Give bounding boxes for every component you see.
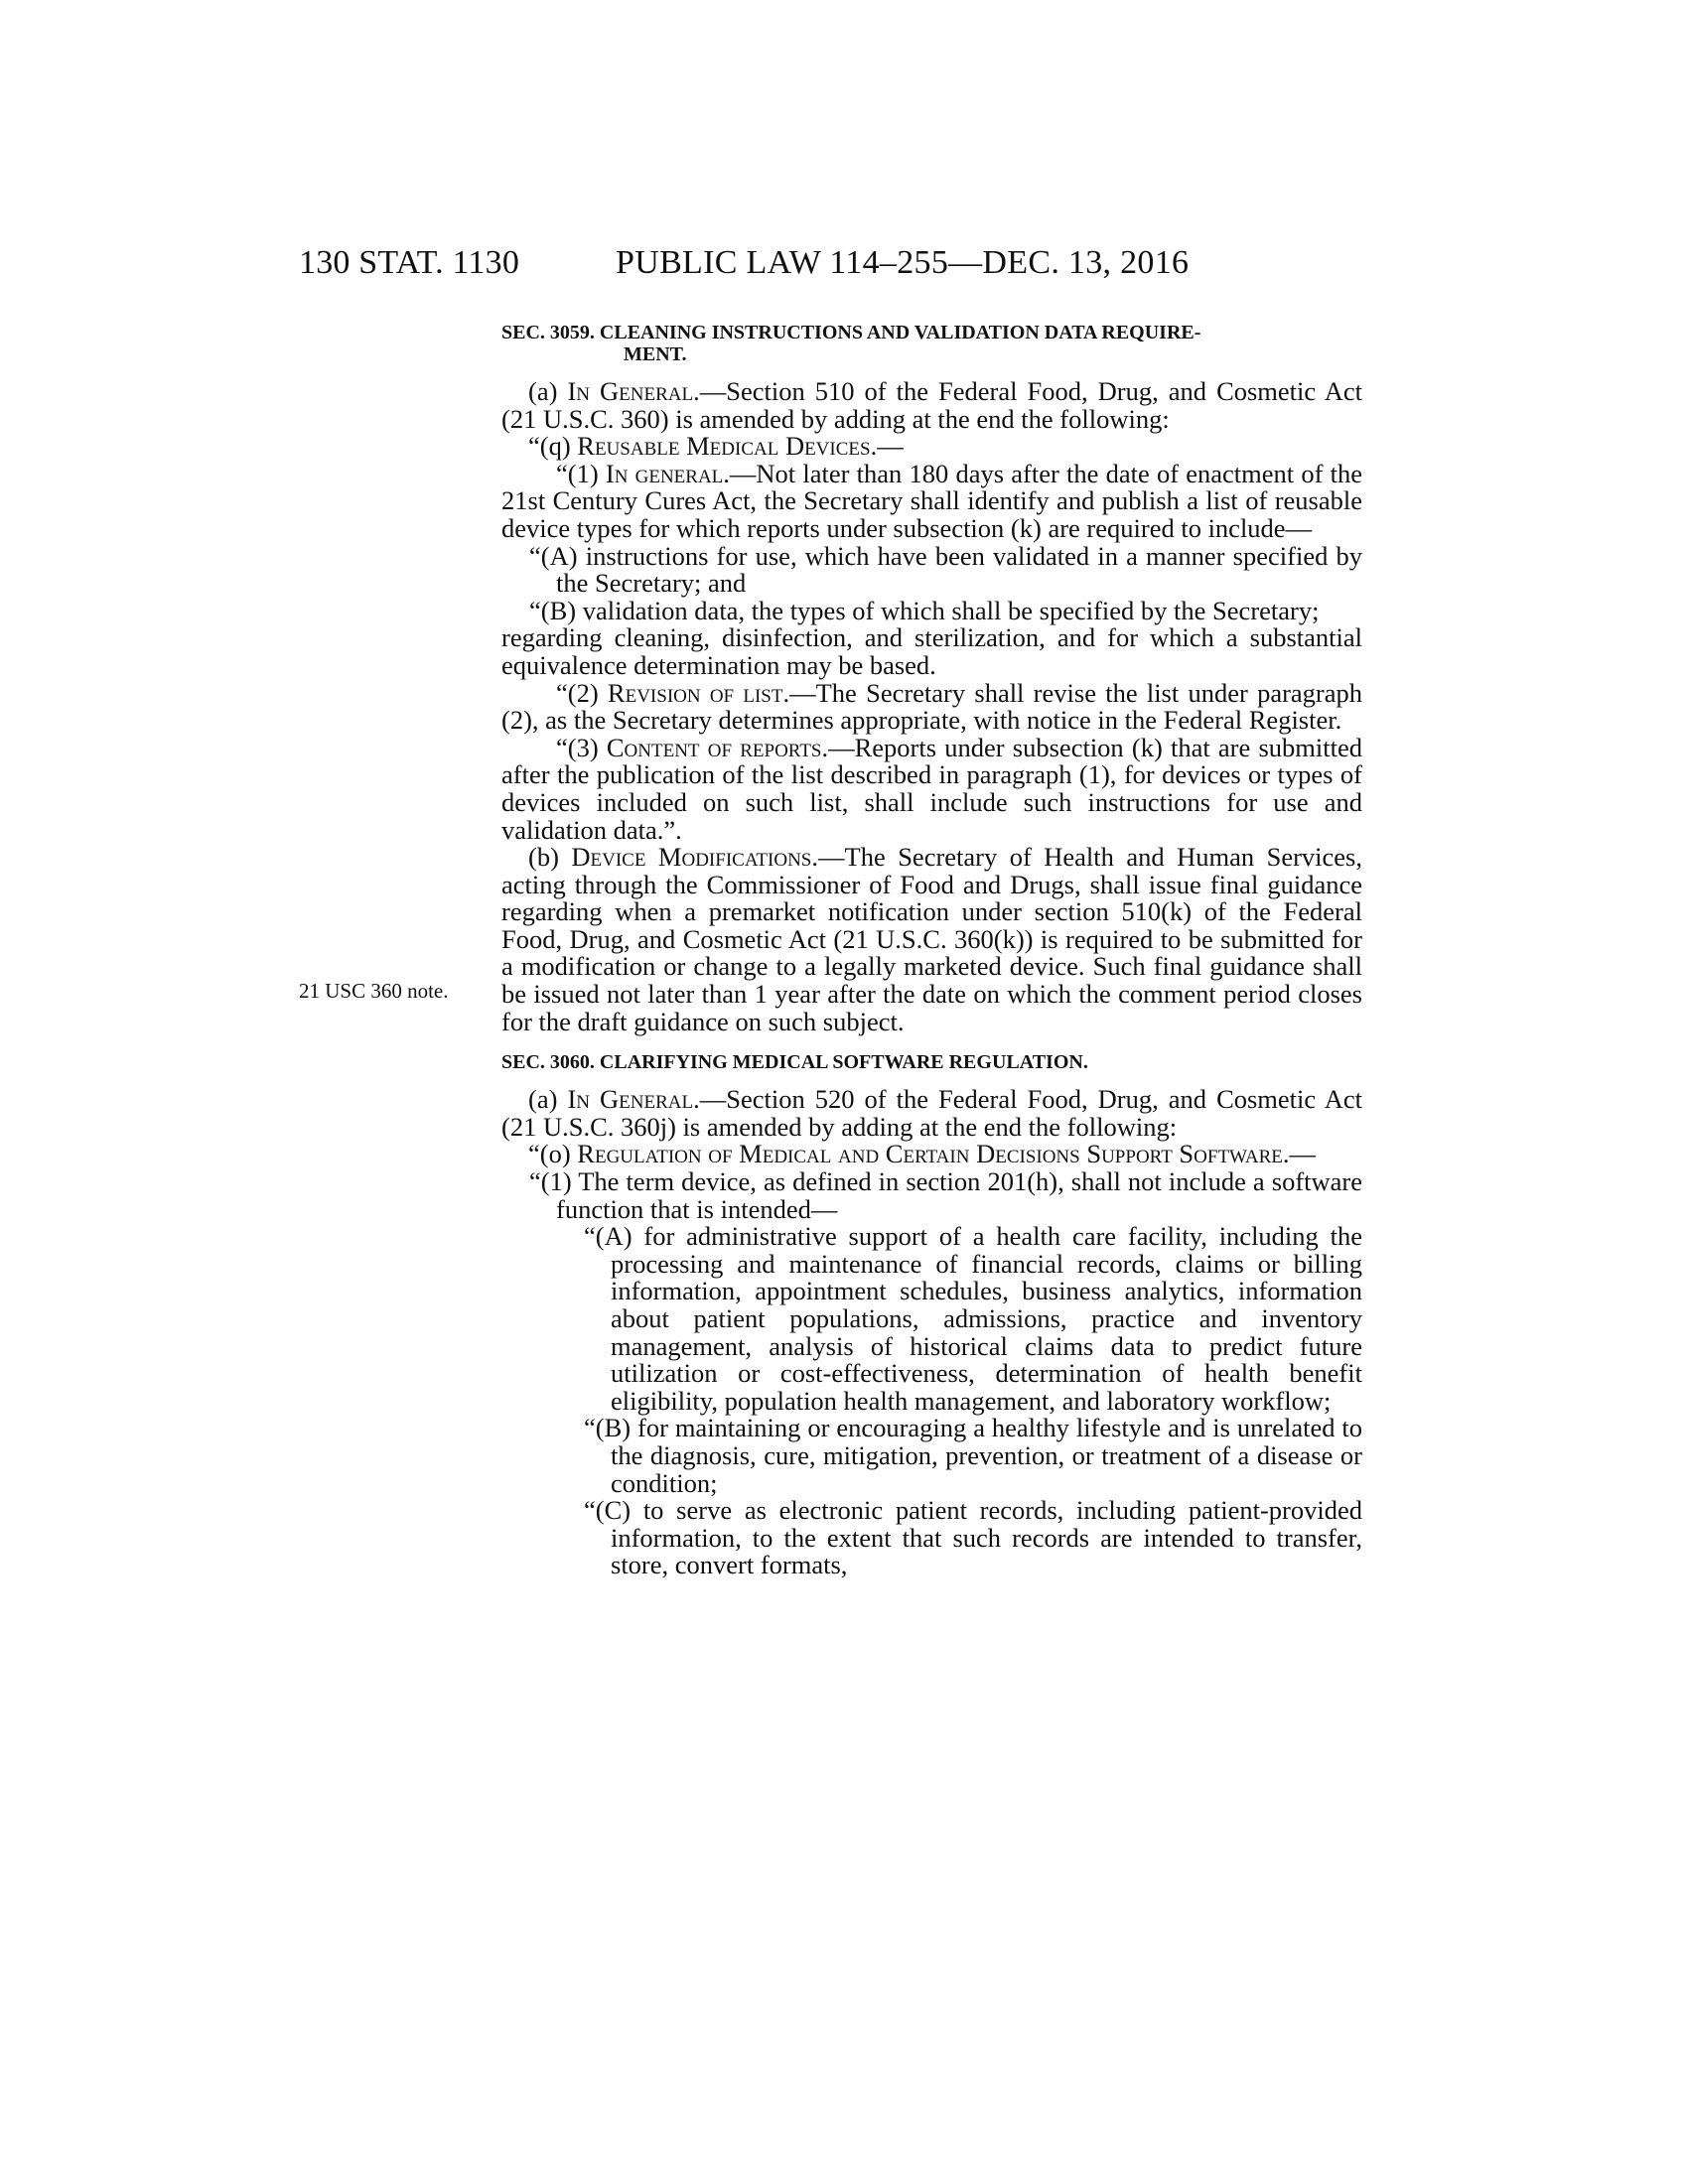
paragraph-caption: Content of reports (606, 732, 822, 762)
paragraph-text: .—The Secretary shall revise the list under paragraph (2), as the Secretary determines appropriate, with notice in the Federal Register. (501, 677, 1363, 736)
subsection-caption: In General (567, 376, 694, 406)
section-3059-heading-line2: MENT. (624, 343, 687, 365)
subsection-text: .— (870, 431, 904, 462)
paragraph-caption: In general (605, 458, 724, 488)
subsection-caption: Reusable Medical Devices (577, 431, 871, 462)
stat-citation: 130 STAT. 1130 (299, 244, 520, 281)
subsection-caption: Regulation of Medical and Certain Decisions Support Software (577, 1139, 1283, 1169)
subsection-caption: In General (567, 1084, 694, 1115)
section-3060-subsection-a (501, 1086, 1362, 1141)
subsection-label: (b) (528, 842, 572, 873)
paragraph-text: .—Reports under subsection (k) that are submitted after the publication of the list described in paragraph (1), for devices or types of devices included on such list, shall include such instructions for use and validation data.”. (501, 732, 1362, 845)
margin-note: 21 USC 360 note. (299, 979, 449, 1003)
subparagraph-o-1-a: “(A) for administrative support of a health care facility, including the processing and maintenance of financial records, claims or billing information, appointment schedules, business analytics, information about patient populations, admissions, practice and inventory management, analysis of historical claims data to predict future utilization or cost-effectiveness, determination of health benefit eligibility, population health management, and laboratory workflow; (584, 1221, 1362, 1416)
subsection-text: .— (1282, 1139, 1317, 1169)
subsection-label: “(q) (528, 431, 578, 462)
paragraph-q-1 (501, 458, 1362, 543)
paragraph-o-1: “(1) The term device, as defined in section 201(h), shall not include a software function that is intended— (529, 1166, 1362, 1224)
paragraph-label: “(1) (556, 458, 606, 488)
paragraph-q-2 (501, 677, 1363, 736)
paragraph-q-1-continuation: regarding cleaning, disinfection, and sterilization, and for which a substantial equivalence determination may be based. (501, 622, 1362, 680)
section-3059-heading-line1: SEC. 3059. CLEANING INSTRUCTIONS AND VALIDATION DATA REQUIRE- (501, 322, 1201, 343)
section-3059-heading (501, 322, 1362, 365)
subsection-label: (a) (528, 376, 568, 406)
section-3059-subsection-a (501, 378, 1362, 433)
subparagraph-o-1-b: “(B) for maintaining or encouraging a healthy lifestyle and is unrelated to the diagnosis, cure, mitigation, prevention, or treatment of a disease or condition; (584, 1413, 1362, 1498)
subsection-text: .—Section 520 of the Federal Food, Drug, and Cosmetic Act (21 U.S.C. 360j) is amended by adding at the end the following: (501, 1084, 1362, 1142)
subsection-caption: Device Modifications (571, 842, 812, 873)
subsection-q-heading (501, 433, 1362, 461)
subsection-text: .—The Secretary of Health and Human Services, acting through the Commissioner of Food and Drugs, shall issue final guidance regarding when a premarket notification under section 510(k) of the Federal Food, Drug, and Cosmetic Act (21 U.S.C. 360(k)) is required to be submitted for a modification or change to a legally marketed device. Such final guidance shall be issued not later than 1 year after the date on which the comment period closes for the draft guidance on such subject. (501, 842, 1362, 1036)
body-text (501, 316, 1362, 1579)
subsection-label: (a) (528, 1084, 568, 1115)
paragraph-caption: Revision of list (607, 677, 783, 708)
paragraph-label: “(2) (556, 677, 608, 708)
paragraph-q-3 (501, 732, 1362, 845)
subparagraph-q-1-a: “(A) instructions for use, which have been validated in a manner specified by the Secretary; and (529, 540, 1362, 599)
paragraph-text: .—Not later than 180 days after the date of enactment of the 21st Century Cures Act, the Secretary shall identify and publish a list of reusable device types for which reports under subsection (k) are required to include— (501, 458, 1362, 543)
subsection-label: “(o) (528, 1139, 578, 1169)
paragraph-label: “(3) (556, 732, 607, 762)
subsection-o-heading (501, 1141, 1362, 1168)
page-header-title: PUBLIC LAW 114–255—DEC. 13, 2016 (616, 244, 1190, 281)
subparagraph-o-1-c: “(C) to serve as electronic patient records, including patient-provided information, to the extent that such records are intended to transfer, store, convert formats, (584, 1495, 1362, 1580)
subsection-text: .—Section 510 of the Federal Food, Drug, and Cosmetic Act (21 U.S.C. 360) is amended by adding at the end the following: (501, 376, 1362, 434)
section-3059-subsection-b (501, 844, 1362, 1035)
section-3060-heading: SEC. 3060. CLARIFYING MEDICAL SOFTWARE REGULATION. (501, 1051, 1088, 1074)
subparagraph-q-1-b: “(B) validation data, the types of which shall be specified by the Secretary; (529, 595, 1320, 625)
